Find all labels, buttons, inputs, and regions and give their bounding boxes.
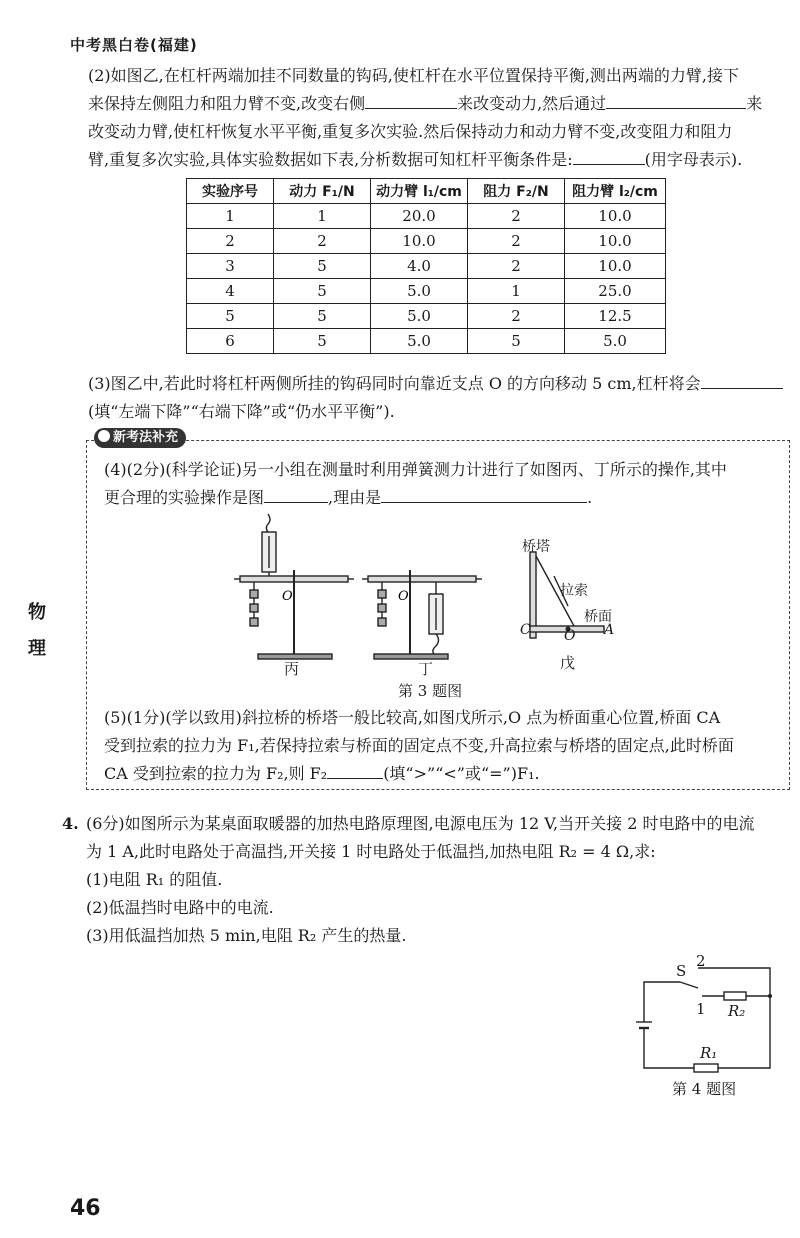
problem-4-line-2: 为 1 A,此时电路处于高温挡,开关接 1 时电路处于低温挡,加热电阻 R₂ = 4 Ω,求: [86,842,656,861]
table-header-row [187,179,666,204]
stand-base [374,654,448,659]
table-cell: 4.0 [371,254,468,279]
tower-label: 桥塔 [522,539,550,555]
lever-data-table [186,178,666,354]
table-cell: 2 [468,229,565,254]
q3-line-2: (填“左端下降”“右端下降”或“仍水平平衡”). [88,402,395,421]
q4-line-2b: ,理由是 [328,488,382,507]
q2-line-4b: (用字母表示). [644,150,743,169]
figure-4-caption: 第 4 题图 [672,1080,737,1098]
table-cell: 5.0 [565,329,666,354]
answer-blank-method [606,90,746,109]
q4-line-2a: 更合理的实验操作是图 [104,488,265,507]
table-cell: 10.0 [371,229,468,254]
pivot-label: O [398,589,409,604]
table-cell: 2 [468,304,565,329]
table-cell: 10.0 [565,229,666,254]
table-row [187,229,666,254]
table-row [187,329,666,354]
table-cell: 1 [468,279,565,304]
pivot-label: O [282,589,293,604]
table-cell: 5.0 [371,279,468,304]
resistor-r1 [694,1064,718,1072]
point-o-label: O [564,628,576,644]
deck-label: 桥面 [584,609,612,625]
figure-3-caption: 第 3 题图 [398,682,463,700]
q4-line-2c: . [587,488,593,507]
table-cell: 5 [274,254,371,279]
table-cell: 5 [468,329,565,354]
problem-4-number: 4. [62,814,79,833]
q3-line-1 [88,370,783,398]
hook-icon [266,514,270,534]
q5-line-3a: CA 受到拉索的拉力为 F₂,则 F₂ [104,764,328,783]
lever-bar [368,576,476,582]
col-header-trial: 实验序号 [187,179,274,204]
point-a-label: A [604,622,615,638]
q5-line-3b: (填“>”“<”或“=”)F₁. [383,764,540,783]
label-ding: 丁 [418,660,434,678]
table-cell: 5.0 [371,304,468,329]
col-header-f1: 动力 F₁/N [274,179,371,204]
table-cell: 5 [274,329,371,354]
col-header-l1: 动力臂 l₁/cm [371,179,468,204]
table-cell: 2 [468,254,565,279]
problem-4-sub-2: (2)低温挡时电路中的电流. [86,898,274,917]
point-c-label: C [520,622,531,638]
answer-blank-reason [381,484,587,503]
q5-line-3 [104,760,540,788]
label-bing: 丙 [284,660,300,678]
col-header-f2: 阻力 F₂/N [468,179,565,204]
q2-line-3: 改变动力臂,使杠杆恢复水平平衡,重复多次实验.然后保持动力和动力臂不变,改变阻力和阻力 [88,122,733,141]
q4-line-1: (4)(2分)(科学论证)另一小组在测量时利用弹簧测力计进行了如图丙、丁所示的操作,其中 [104,460,727,479]
q2-line-1: (2)如图乙,在杠杆两端加挂不同数量的钩码,使杠杆在水平位置保持平衡,测出两端的力臂,接下 [88,66,740,85]
answer-blank-balance-condition [573,146,645,165]
cable-label: 拉索 [560,583,588,599]
q2-line-2b: 来改变动力,然后通过 [457,94,607,113]
q2-line-4a: 臂,重复多次实验,具体实验数据如下表,分析数据可知杠杆平衡条件是: [88,150,573,169]
table-row [187,304,666,329]
q2-line-2 [88,90,762,118]
table-cell: 2 [274,229,371,254]
figure-bing [232,510,362,670]
answer-blank-compare [327,760,383,779]
table-cell: 1 [187,204,274,229]
figure-ding [362,510,492,670]
resistor-r2 [724,992,746,1000]
q5-line-1: (5)(1分)(学以致用)斜拉桥的桥塔一般比较高,如图戊所示,O 点为桥面重心位置,桥面 CA [104,708,721,727]
answer-blank-figure [264,484,328,503]
page-number: 46 [70,1196,101,1221]
answer-blank-right-side [365,90,457,109]
subject-label-char-2: 理 [28,638,46,659]
switch-label: S [676,962,687,980]
q2-line-4 [88,146,742,174]
table-cell: 4 [187,279,274,304]
q2-line-2a: 来保持左侧阻力和阻力臂不变,改变右侧 [88,94,366,113]
switch-position-2: 2 [696,952,706,970]
table-cell: 5 [274,304,371,329]
table-cell: 20.0 [371,204,468,229]
q5-line-2: 受到拉索的拉力为 F₁,若保持拉索与桥面的固定点不变,升高拉索与桥塔的固定点,此时桥面 [104,736,734,755]
bulb-icon [98,430,110,442]
table-row [187,204,666,229]
table-cell: 2 [187,229,274,254]
table-row [187,279,666,304]
table-cell: 2 [468,204,565,229]
switch-position-1: 1 [696,1000,706,1018]
r2-label: R₂ [728,1002,746,1020]
problem-4-sub-3: (3)用低温挡加热 5 min,电阻 R₂ 产生的热量. [86,926,407,945]
table-cell: 25.0 [565,279,666,304]
table-cell: 5 [187,304,274,329]
table-cell: 10.0 [565,204,666,229]
problem-4-sub-1: (1)电阻 R₁ 的阻值. [86,870,223,889]
table-cell: 6 [187,329,274,354]
r1-label: R₁ [700,1044,718,1062]
table-cell: 5.0 [371,329,468,354]
switch-blade [680,982,698,988]
new-method-tag [94,428,186,448]
q3-line-1-text: (3)图乙中,若此时将杠杆两侧所挂的钩码同时向靠近支点 O 的方向移动 5 cm,杠杆将会 [88,374,701,393]
problem-4-line-1: (6分)如图所示为某桌面取暖器的加热电路原理图,电源电压为 12 V,当开关接 2 时电路中的电流 [86,814,755,833]
hand-icon [433,634,439,654]
table-cell: 3 [187,254,274,279]
table-cell: 12.5 [565,304,666,329]
new-method-tag-label: 新考法补充 [113,430,179,445]
table-cell: 1 [274,204,371,229]
col-header-l2: 阻力臂 l₂/cm [565,179,666,204]
running-header: 中考黑白卷(福建) [70,36,198,54]
table-row [187,254,666,279]
q2-line-2c: 来 [746,94,763,113]
table-cell: 5 [274,279,371,304]
answer-blank-lever-result [701,370,783,389]
table-cell: 10.0 [565,254,666,279]
subject-label-char-1: 物 [28,602,46,623]
q4-line-2 [104,484,592,512]
label-wu: 戊 [560,654,576,672]
